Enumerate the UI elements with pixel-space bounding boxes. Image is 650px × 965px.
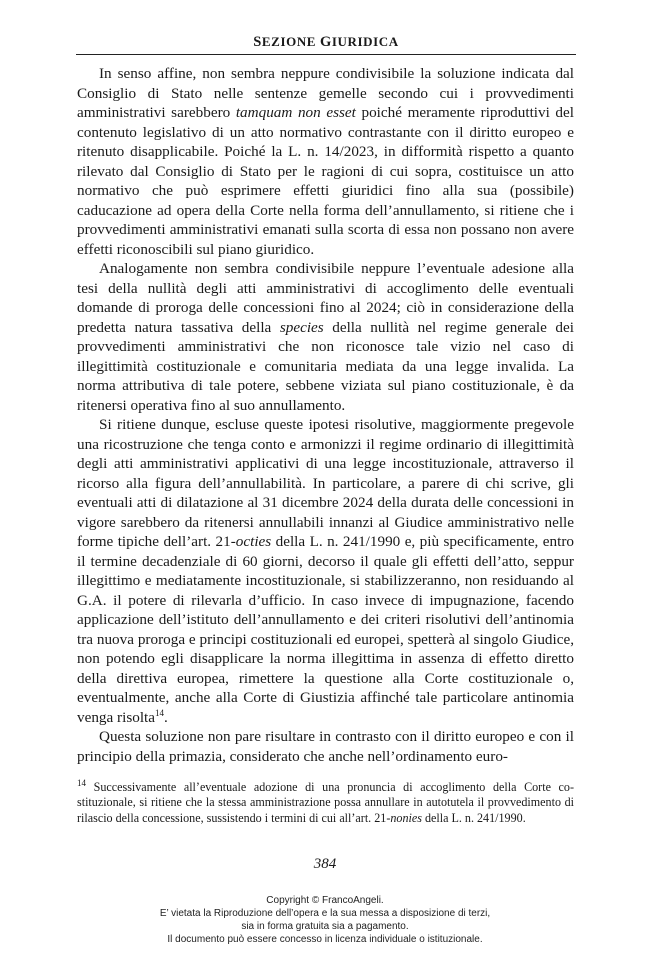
paragraph-2-text-c: della nullità nel regime generale dei provvedimenti amministrativi che non riconosce tale vizio nel caso di illegittimità costituzionale e comunitaria mediata da una legge invalida. La norma attributiva di tale potere, sebbene viziata sul piano costituzionale, è da ritenersi operativa fino al suo annullamento. [77, 318, 574, 414]
paragraph-2 [77, 259, 574, 415]
paragraph-1-latin-phrase: tamquam non esset [235, 104, 356, 121]
running-head-initial-2: G [319, 34, 332, 50]
paragraph-2-text-a: Analogamente non sembra condivisibile neppure l’eventuale adesione alla tesi della nullità degli atti amministrativi di accoglimento delle eventuali domande di proroga delle concessioni fino al 2024; ciò in considerazione della predetta natura tassativa della [77, 260, 574, 336]
running-head-initial-1: S [253, 34, 262, 50]
paragraph-3-text-c: della L. n. 241/1990 e, più specificamente, entro il termine decadenziale di 60 giorni, decorso il quale gli effetti dell’atto, seppur illegittimo e mediatamente incostituzionale, si stabilizzeranno, non residuando al G.A. il potere di rilevarla d’ufficio. In caso invece di impugnazione, facendo applicazione dell’istituto dell’annullamento e dei criteri risolutivi dell’antinomia tra nuova proroga e principi costituzionali ed europei, spetterà al singolo Giudice, non potendo egli disapplicare la norma illegittima in assenza di effetto diretto della direttiva europea, rimettere la questione alla Corte costituzionale o, eventualmente, anche alla Corte di Giustizia affinché tale particolare antinomia venga risolta [77, 533, 574, 726]
footnote-text-a: Successivamente all’eventuale adozione di una pronuncia di accoglimento della Corte costituzionale, si ritiene che la stessa amministrazione possa annullare in autotutela il provvedimento di rilascio della concessione, sussistendo i termini di cui all’art. 21- [77, 780, 574, 825]
body-text [77, 64, 574, 766]
running-head [76, 34, 576, 55]
paragraph-1 [77, 64, 574, 259]
paragraph-4 [77, 727, 574, 766]
paragraph-3-latin-word: octies [235, 533, 272, 550]
footnote-paragraph [77, 777, 574, 826]
footnote-number: 14 [77, 777, 86, 788]
running-head-text-1: EZIONE [261, 34, 320, 49]
paragraph-3-text-a: Si ritiene dunque, escluse queste ipotesi risolutive, maggiormente pregevole una ricostruzione che tenga conto e armonizzi il regime ordinario di illegittimità degli atti amministrativi applicativi di una legge incostituzionale, attraverso il ricorso alla figura dell’annullabilità. In particolare, a parere di chi scrive, gli eventuali atti di dilatazione al 31 dicembre 2024 della durata delle concessioni in vigore sarebbero da ritenersi annullabili innanzi al Giudice amministrativo nelle forme tipiche dell’art. 21- [77, 416, 574, 550]
footnote [77, 777, 574, 826]
copyright-line-4: Il documento può essere concesso in licenza individuale o istituzionale. [167, 934, 483, 945]
running-head-text-2: IURIDICA [331, 34, 399, 49]
paragraph-1-text-c: poiché meramente riproduttivi del contenuto legislativo di un atto normativo contrastante con il diritto europeo e ritenuto disapplicabile. Poiché la L. n. 14/2023, in difformità rispetto a quanto rilevato dal Consiglio di Stato per le ragioni di cui sopra, costituisce un atto normativo che può esprimere effetti giuridici fino alla sua (possibile) caducazione ad opera della Corte nella forma dell’annullamento, si ritiene che i provvedimenti amministrativi emanati sulla scorta di essa non possano non avere effetti riconoscibili sul piano giuridico. [77, 104, 574, 258]
copyright-line-1: Copyright © FrancoAngeli. [266, 895, 384, 906]
copyright-notice [0, 894, 650, 946]
page-number: 384 [313, 856, 337, 872]
paragraph-4-text-a: Questa soluzione non pare risultare in contrasto con il diritto europeo e con il principio della primazia, considerato che anche nell’ordinamento euro- [77, 728, 574, 765]
paragraph-2-latin-word: species [279, 318, 324, 336]
footnote-text-c: della L. n. 241/1990. [421, 810, 526, 825]
paragraph-3 [77, 415, 574, 727]
copyright-line-3: sia in forma gratuita sia a pagamento. [241, 921, 409, 932]
footnote-latin-word: nonies [390, 810, 422, 825]
paragraph-1-text-a: In senso affine, non sembra neppure condivisibile la soluzione indicata dal Consiglio di Stato nelle sentenze gemelle secondo cui i provvedimenti amministrativi sarebbero [77, 65, 574, 121]
copyright-line-2: E’ vietata la Riproduzione dell’opera e la sua messa a disposizione di terzi, [159, 908, 491, 919]
footnote-reference[interactable]: 14 [155, 707, 165, 718]
paragraph-3-text-d: . [164, 708, 168, 726]
